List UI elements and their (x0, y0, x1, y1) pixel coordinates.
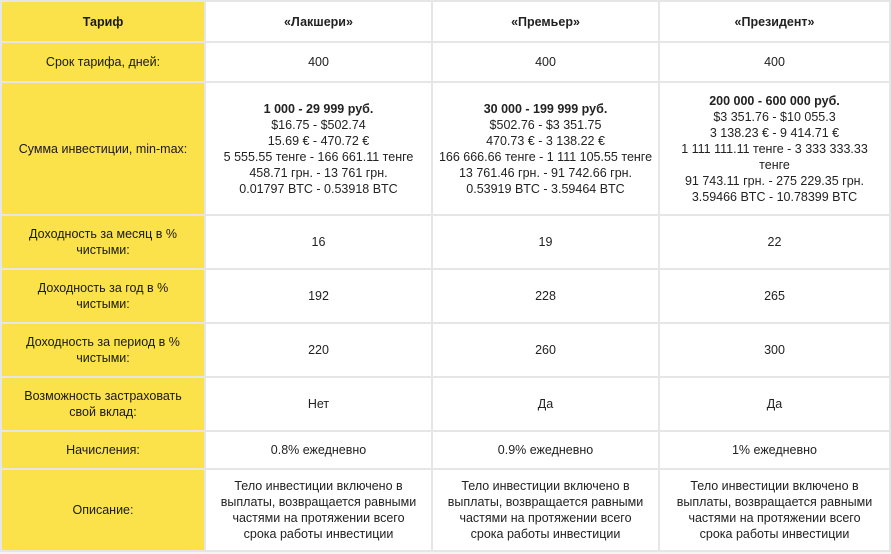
monthly-value-president: 22 (659, 215, 890, 269)
label-line: свой вклад: (69, 405, 137, 419)
amount-btc: 0.53919 BTC - 3.59464 BTC (466, 181, 625, 196)
amount-usd: $3 351.76 - $10 055.3 (713, 109, 836, 124)
plan-name-luxury: «Лакшери» (205, 1, 432, 42)
table-row-yearly-yield (1, 269, 890, 323)
amount-rub: 200 000 - 600 000 руб. (709, 93, 840, 108)
term-value-luxury: 400 (205, 42, 432, 82)
yearly-value-luxury: 192 (205, 269, 432, 323)
label-line: Доходность за год в % (37, 281, 169, 295)
monthly-value-premier: 19 (432, 215, 659, 269)
table-header-row (1, 1, 890, 42)
amount-uah: 91 743.11 грн. - 275 229.35 грн. (684, 173, 865, 188)
amount-rub: 30 000 - 199 999 руб. (483, 101, 608, 116)
label-line: Возможность застраховать (24, 389, 182, 403)
amount-uah: 13 761.46 грн. - 91 742.66 грн. (458, 165, 633, 180)
row-label-accruals: Начисления: (1, 431, 205, 469)
accruals-value-premier: 0.9% ежедневно (432, 431, 659, 469)
accruals-value-luxury: 0.8% ежедневно (205, 431, 432, 469)
yearly-value-premier: 228 (432, 269, 659, 323)
description-line: срока работы инвестиции (470, 527, 621, 541)
monthly-value-luxury: 16 (205, 215, 432, 269)
description-cell-president (659, 469, 890, 551)
label-line: Доходность за период в % (26, 335, 180, 349)
term-value-president: 400 (659, 42, 890, 82)
label-line: Доходность за месяц в % (29, 227, 177, 241)
row-label-insurance (1, 377, 205, 431)
label-line: чистыми: (76, 243, 130, 257)
amount-eur: 15.69 € - 470.72 € (267, 133, 370, 148)
term-value-premier: 400 (432, 42, 659, 82)
description-line: срока работы инвестиции (699, 527, 850, 541)
amount-cell-luxury (205, 82, 432, 215)
amount-eur: 470.73 € - 3 138.22 € (486, 133, 605, 148)
table-row-monthly-yield (1, 215, 890, 269)
label-line: чистыми: (76, 351, 130, 365)
description-line: выплаты, возвращается равными (676, 495, 873, 509)
insurance-value-luxury: Нет (205, 377, 432, 431)
yearly-value-president: 265 (659, 269, 890, 323)
amount-kzt: 1 111 111.11 тенге - 3 333 333.33 (681, 141, 868, 156)
row-label-yearly-yield (1, 269, 205, 323)
amount-usd: $16.75 - $502.74 (271, 117, 366, 132)
label-line: чистыми: (76, 297, 130, 311)
amount-eur: 3 138.23 € - 9 414.71 € (709, 125, 840, 140)
description-line: частями на протяжении всего (232, 511, 405, 525)
period-value-luxury: 220 (205, 323, 432, 377)
description-line: срока работы инвестиции (243, 527, 394, 541)
table-row-insurance (1, 377, 890, 431)
description-line: Тело инвестиции включено в (234, 479, 403, 493)
description-line: частями на протяжении всего (688, 511, 861, 525)
description-line: Тело инвестиции включено в (690, 479, 859, 493)
description-line: выплаты, возвращается равными (447, 495, 644, 509)
amount-uah: 458.71 грн. - 13 761 грн. (249, 165, 388, 180)
period-value-premier: 260 (432, 323, 659, 377)
row-label-amount: Сумма инвестиции, min-max: (1, 82, 205, 215)
amount-cell-president (659, 82, 890, 215)
row-label-monthly-yield (1, 215, 205, 269)
amount-rub: 1 000 - 29 999 руб. (263, 101, 374, 116)
plan-name-premier: «Премьер» (432, 1, 659, 42)
table-row-term (1, 42, 890, 82)
description-cell-premier (432, 469, 659, 551)
plan-name-president: «Президент» (659, 1, 890, 42)
amount-kzt: 5 555.55 тенге - 166 661.11 тенге (223, 149, 414, 164)
amount-kzt-unit: тенге (759, 157, 790, 172)
row-label-description: Описание: (1, 469, 205, 551)
amount-usd: $502.76 - $3 351.75 (489, 117, 602, 132)
table-row-accruals (1, 431, 890, 469)
table-row-description (1, 469, 890, 551)
insurance-value-premier: Да (432, 377, 659, 431)
row-label-period-yield (1, 323, 205, 377)
amount-cell-premier (432, 82, 659, 215)
description-cell-luxury (205, 469, 432, 551)
table-row-period-yield (1, 323, 890, 377)
amount-btc: 3.59466 BTC - 10.78399 BTC (691, 189, 858, 204)
header-label-cell: Тариф (1, 1, 205, 42)
period-value-president: 300 (659, 323, 890, 377)
accruals-value-president: 1% ежедневно (659, 431, 890, 469)
description-line: выплаты, возвращается равными (220, 495, 417, 509)
row-label-term: Срок тарифа, дней: (1, 42, 205, 82)
description-line: Тело инвестиции включено в (461, 479, 630, 493)
amount-kzt: 166 666.66 тенге - 1 111 105.55 тенге (438, 149, 653, 164)
amount-btc: 0.01797 BTC - 0.53918 BTC (239, 181, 398, 196)
table-row-amount (1, 82, 890, 215)
description-line: частями на протяжении всего (459, 511, 632, 525)
insurance-value-president: Да (659, 377, 890, 431)
